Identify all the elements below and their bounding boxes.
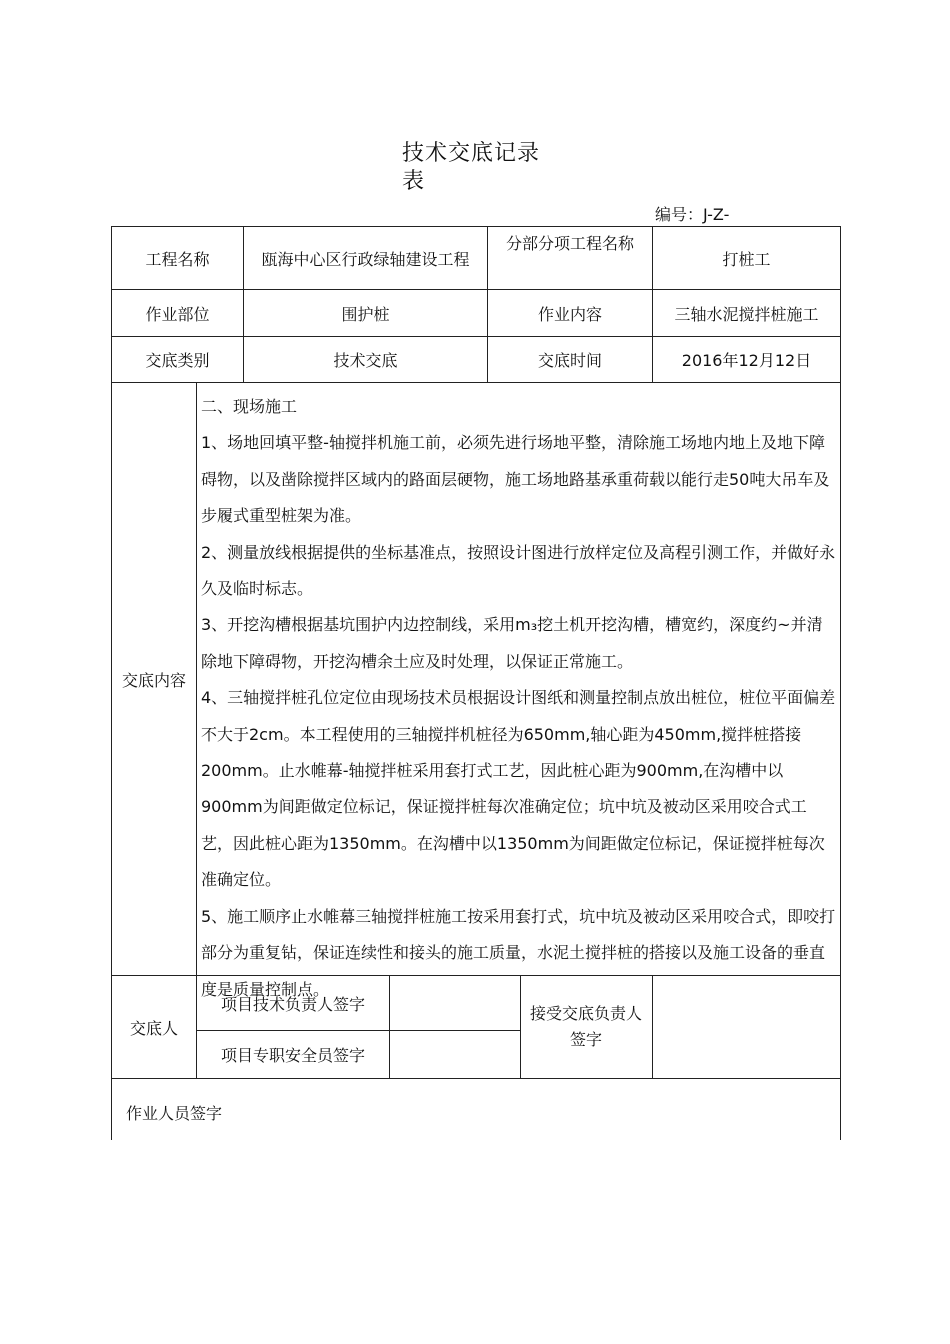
document-title: 技术交底记录: [402, 141, 541, 166]
sub-project-label: 分部分项工程名称: [505, 233, 634, 253]
document-number: 编号：J-Z-: [655, 205, 730, 224]
briefing-time-label: 交底时间: [537, 351, 602, 370]
briefer-label: 交底人: [129, 1018, 178, 1038]
briefing-type-label: 交底类别: [145, 351, 210, 370]
briefing-type-value: 技术交底: [333, 351, 398, 370]
content-heading: 二、现场施工: [201, 397, 298, 416]
content-label: 交底内容: [121, 670, 186, 690]
project-name-value: 瓯海中心区行政绿轴建设工程: [261, 249, 470, 269]
content-paragraph: 4、三轴搅拌桩孔位定位由现场技术员根据设计图纸和测量控制点放出桩位，桩位平面偏差不大于2cm。本工程使用的三轴搅拌机桩径为650mm,轴心距为450mm,搅拌桩搭接200mm。止水帷幕-轴搅拌桩采用套打式工艺，因此桩心距为900mm,在沟槽中以900mm为间距做定位标记，保证搅拌桩每次准确定位；坑中坑及被动区采用咬合式工艺，因此桩心距为1350mm。在沟槽中以1350mm为间距做定位标记，保证搅拌桩每次准确定位。: [201, 688, 836, 890]
content-paragraph: 1、场地回填平整-轴搅拌机施工前，必须先进行场地平整，清除施工场地内地上及地下障碍物，以及凿除搅拌区域内的路面层硬物，施工场地路基承重荷载以能行走50吨大吊车及步履式重型桩架为准。: [201, 433, 830, 526]
receiver-signature-label: 接受交底负责人签字: [529, 1004, 642, 1049]
safety-officer-signature-label: 项目专职安全员签字: [220, 1046, 365, 1065]
tech-lead-signature-field[interactable]: [390, 976, 520, 1030]
document-title-continued: 表: [402, 169, 425, 194]
sub-project-value: 打桩工: [722, 249, 771, 269]
briefing-time-value: 2016年12月12日: [681, 351, 812, 370]
work-location-label: 作业部位: [145, 304, 210, 324]
workers-signature-label: 作业人员签字: [126, 1103, 223, 1123]
safety-officer-signature-field[interactable]: [390, 1031, 520, 1078]
receiver-signature-field[interactable]: [653, 976, 840, 1078]
work-content-label: 作业内容: [537, 304, 602, 324]
content-paragraph: 3、开挖沟槽根据基坑围护内边控制线，采用m₃挖土机开挖沟槽，槽宽约，深度约~并清除地下障碍物，开挖沟槽余土应及时处理，以保证正常施工。: [201, 615, 823, 671]
content-paragraph: 2、测量放线根据提供的坐标基准点，按照设计图进行放样定位及高程引测工作，并做好永久及临时标志。: [201, 542, 836, 599]
work-content-value: 三轴水泥搅拌桩施工: [674, 304, 819, 324]
content-paragraph: 5、施工顺序止水帷幕三轴搅拌桩施工按采用套打式，坑中坑及被动区采用咬合式，即咬打部分为重复钻，保证连续性和接头的施工质量，水泥土搅拌桩的搭接以及施工设备的垂直度是质量控制点。: [201, 906, 836, 999]
content-body: [196, 383, 841, 999]
project-name-label: 工程名称: [145, 249, 210, 269]
tech-lead-signature-label: 项目技术负责人签字: [220, 994, 365, 1014]
work-location-value: 围护桩: [341, 304, 390, 324]
